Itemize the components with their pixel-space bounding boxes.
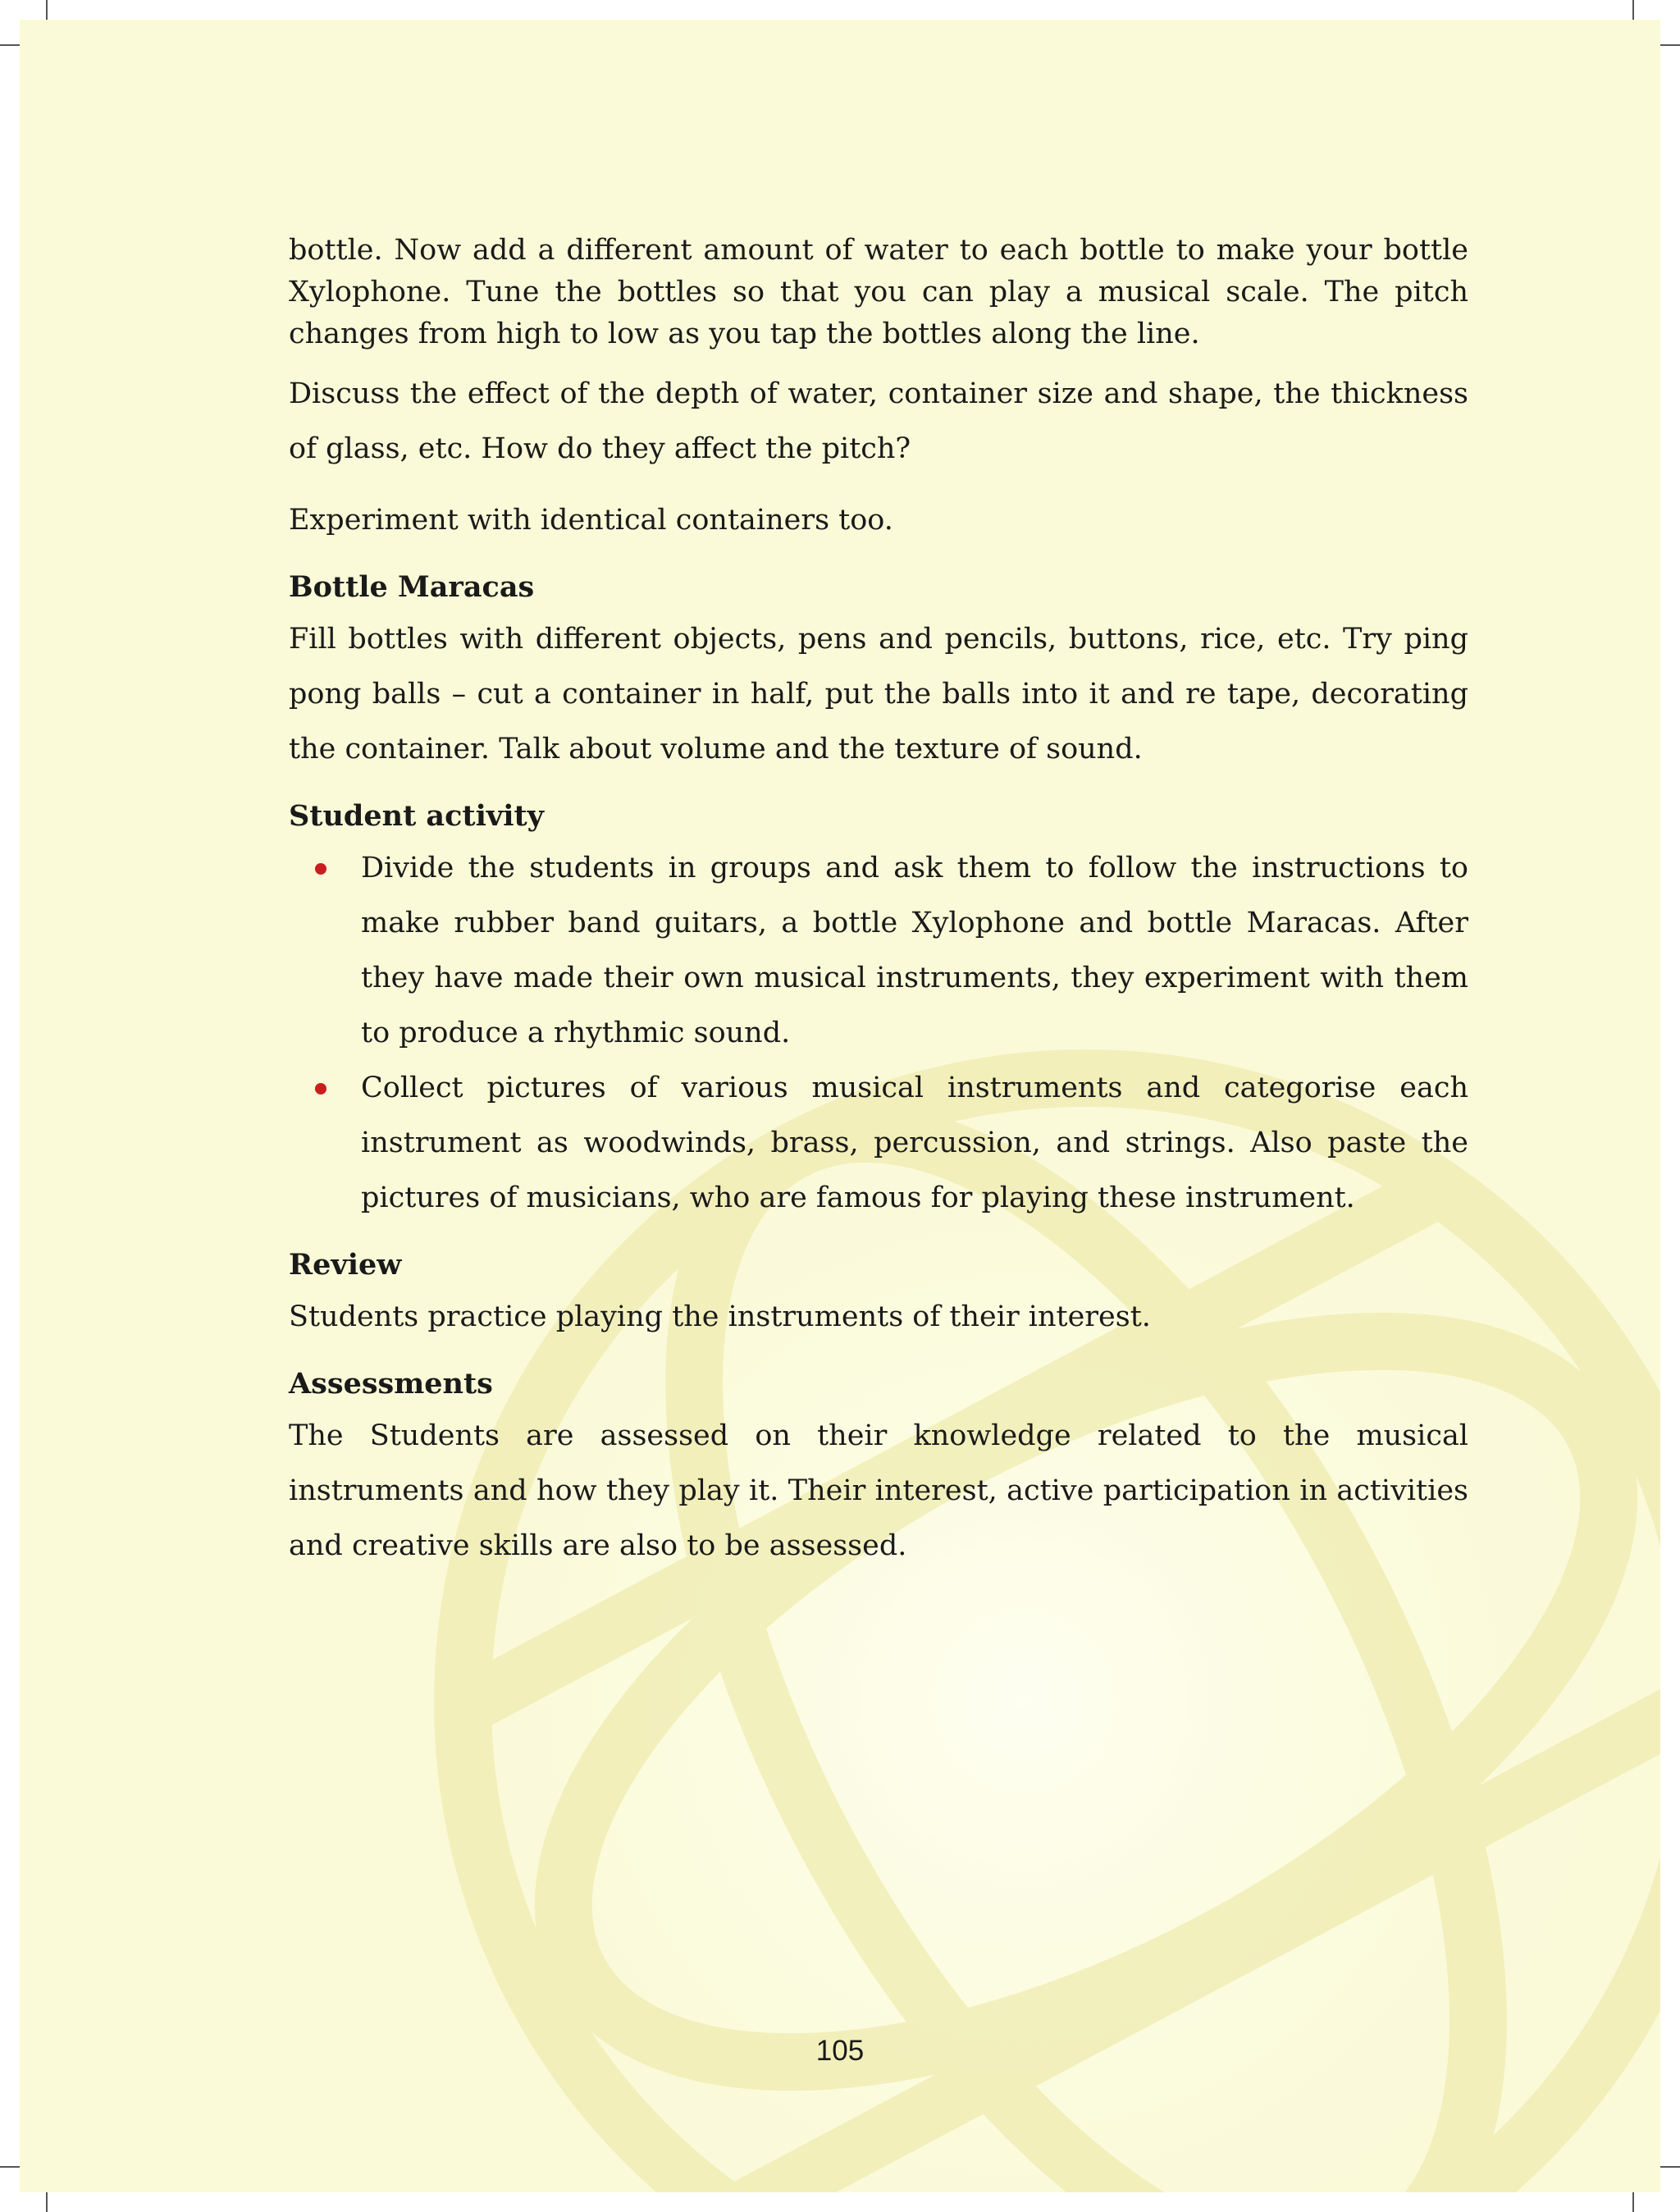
discuss-paragraph: Discuss the effect of the depth of water, container size and shape, the thickness of glass, etc. How do they affect the pitch? (289, 377, 1468, 465)
crop-mark-bottom-right-h (1660, 2166, 1680, 2168)
bottle-maracas-text: Fill bottles with different objects, pens and pencils, buttons, rice, etc. Try ping pong balls – cut a container in half, put the balls into it and re tape, decorating the container. Talk about volume and the texture of sound. (289, 623, 1468, 766)
crop-mark-bottom-left-h (0, 2166, 20, 2168)
student-activity-heading: Student activity (289, 799, 545, 833)
experiment-paragraph: Experiment with identical containers too. (289, 504, 893, 537)
assessments-text: The Students are assessed on their knowledge related to the musical instruments and how they play it. Their interest, active participation in activities and creative skills are also to be assessed. (289, 1419, 1468, 1562)
list-item (361, 841, 1468, 1061)
list-item-text: Divide the students in groups and ask them to follow the instructions to make rubber band guitars, a bottle Xylophone and bottle Maracas. After they have made their own musical instruments, they experiment with them to produce a rhythmic sound. (361, 852, 1468, 1049)
list-item-text: Collect pictures of various musical instruments and categorise each instrument as woodwinds, brass, percussion, and strings. Also paste the pictures of musicians, who are famous for playing these instrument. (361, 1072, 1468, 1214)
assessments-heading: Assessments (289, 1367, 493, 1401)
crop-mark-bottom-left-v (46, 2192, 48, 2212)
crop-mark-top-left-h (0, 44, 20, 46)
bullet-icon (315, 863, 326, 875)
page-content (289, 230, 1468, 1574)
bullet-icon (315, 1083, 326, 1095)
crop-mark-bottom-right-v (1632, 2192, 1634, 2212)
page-number: 105 (815, 2035, 865, 2067)
list-item (361, 1061, 1468, 1226)
review-text: Students practice playing the instruments of their interest. (289, 1300, 1151, 1333)
crop-mark-top-left-v (46, 0, 48, 20)
review-heading: Review (289, 1248, 402, 1282)
intro-paragraph: bottle. Now add a different amount of water to each bottle to make your bottle Xylophone. Tune the bottles so that you can play a musical scale. The pitch changes from high to low as you tap the bottles along the line. (289, 234, 1468, 350)
crop-mark-top-right-v (1632, 0, 1634, 20)
student-activity-list (289, 841, 1468, 1226)
crop-mark-top-right-h (1660, 44, 1680, 46)
bottle-maracas-heading: Bottle Maracas (289, 570, 535, 604)
